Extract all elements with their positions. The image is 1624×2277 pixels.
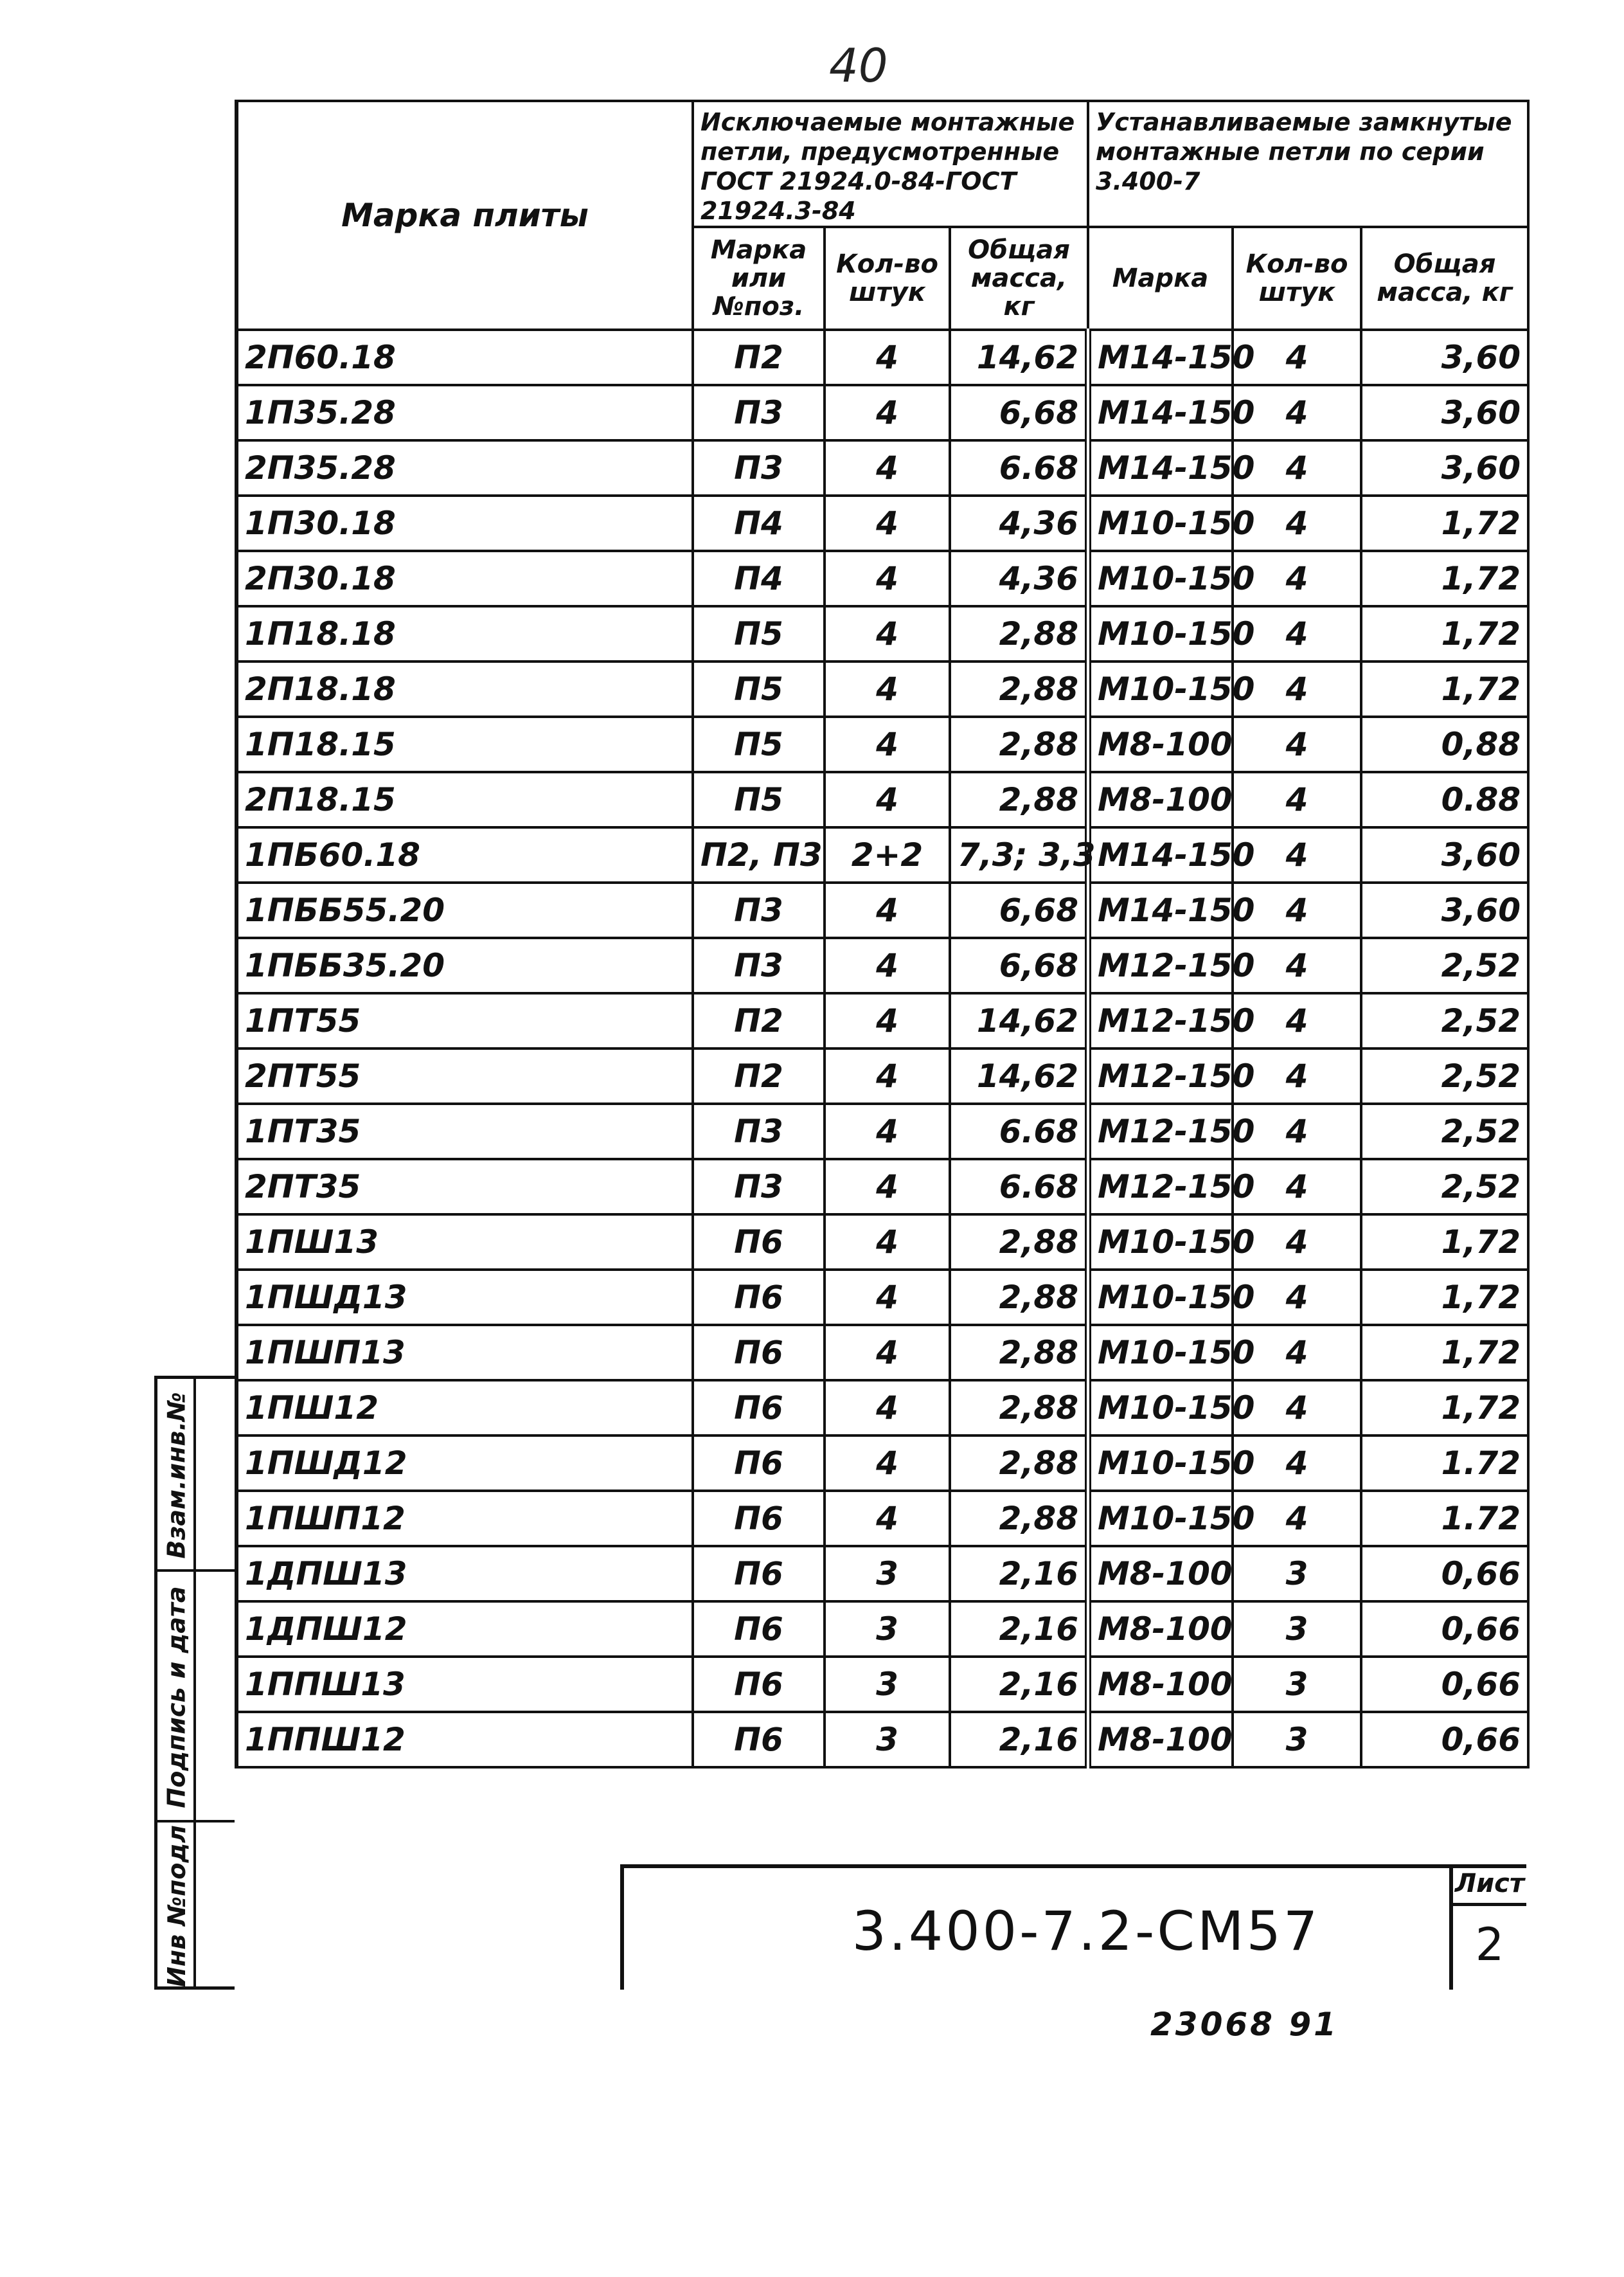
plate-mark-cell: 1П18.15: [236, 717, 693, 772]
mass-installed-cell: 2,52: [1361, 1159, 1528, 1214]
mass-excluded-cell: 2,16: [950, 1657, 1088, 1712]
qty-installed-cell: 4: [1233, 993, 1361, 1048]
qty-installed-cell: 4: [1233, 330, 1361, 385]
plate-mark-cell: 1ПШП13: [236, 1325, 693, 1380]
position-cell: П6: [693, 1491, 825, 1546]
qty-installed-cell: 4: [1233, 606, 1361, 662]
mass-installed-cell: 1.72: [1361, 1436, 1528, 1491]
table-row: [236, 1048, 1528, 1104]
mass-excluded-cell: 2,88: [950, 772, 1088, 827]
installed-mark-cell: М12-150: [1088, 993, 1233, 1048]
installed-mark-cell: М12-150: [1088, 1048, 1233, 1104]
header-mass-1: Общая масса, кг: [950, 227, 1088, 330]
position-cell: П6: [693, 1657, 825, 1712]
mass-excluded-cell: 6,68: [950, 385, 1088, 440]
qty-installed-cell: 4: [1233, 883, 1361, 938]
position-cell: П6: [693, 1712, 825, 1767]
mass-excluded-cell: 2,88: [950, 1436, 1088, 1491]
vzam-inv-label: Взам.инв.№: [163, 1392, 192, 1559]
header-mark-or-pos: Марка или №поз.: [693, 227, 825, 330]
installed-mark-cell: М14-150: [1088, 827, 1233, 883]
mass-excluded-cell: 2,16: [950, 1546, 1088, 1601]
plate-mark-cell: 2ПТ35: [236, 1159, 693, 1214]
mass-installed-cell: 1,72: [1361, 662, 1528, 717]
installed-mark-cell: М12-150: [1088, 1104, 1233, 1159]
qty-excluded-cell: 4: [825, 496, 950, 551]
page-number: 40: [829, 39, 888, 93]
plate-mark-cell: 2ПТ55: [236, 1048, 693, 1104]
mass-installed-cell: 2,52: [1361, 1048, 1528, 1104]
position-cell: П6: [693, 1270, 825, 1325]
position-cell: П4: [693, 551, 825, 606]
header-mark-2: Марка: [1088, 227, 1233, 330]
qty-installed-cell: 4: [1233, 938, 1361, 993]
table-row: [236, 1436, 1528, 1491]
installed-mark-cell: М14-150: [1088, 330, 1233, 385]
mass-installed-cell: 3,60: [1361, 827, 1528, 883]
mass-excluded-cell: 6,68: [950, 938, 1088, 993]
qty-excluded-cell: 3: [825, 1601, 950, 1657]
installed-mark-cell: М8-100: [1088, 772, 1233, 827]
table-row: [236, 385, 1528, 440]
qty-excluded-cell: 4: [825, 440, 950, 496]
plate-mark-cell: 1ПШ12: [236, 1380, 693, 1436]
header-mass-2: Общая масса, кг: [1361, 227, 1528, 330]
position-cell: П2: [693, 993, 825, 1048]
installed-mark-cell: М10-150: [1088, 1380, 1233, 1436]
plate-mark-cell: 1П18.18: [236, 606, 693, 662]
qty-excluded-cell: 4: [825, 1048, 950, 1104]
position-cell: П6: [693, 1436, 825, 1491]
mass-excluded-cell: 6.68: [950, 440, 1088, 496]
plate-mark-cell: 2П60.18: [236, 330, 693, 385]
mass-installed-cell: 0,66: [1361, 1712, 1528, 1767]
plate-mark-cell: 1ПББ35.20: [236, 938, 693, 993]
qty-excluded-cell: 4: [825, 1491, 950, 1546]
installed-mark-cell: М10-150: [1088, 606, 1233, 662]
mass-installed-cell: 3,60: [1361, 385, 1528, 440]
header-plate-mark: Марка плиты: [236, 101, 693, 330]
plate-mark-cell: 1ПШ13: [236, 1214, 693, 1270]
table-row: [236, 551, 1528, 606]
qty-installed-cell: 3: [1233, 1546, 1361, 1601]
installed-mark-cell: М10-150: [1088, 1491, 1233, 1546]
mass-excluded-cell: 14,62: [950, 993, 1088, 1048]
qty-excluded-cell: 3: [825, 1657, 950, 1712]
qty-installed-cell: 4: [1233, 1491, 1361, 1546]
table-row: [236, 1546, 1528, 1601]
qty-installed-cell: 4: [1233, 1380, 1361, 1436]
mass-excluded-cell: 2,16: [950, 1601, 1088, 1657]
mass-excluded-cell: 6,68: [950, 883, 1088, 938]
qty-installed-cell: 4: [1233, 1159, 1361, 1214]
qty-excluded-cell: 4: [825, 938, 950, 993]
qty-excluded-cell: 4: [825, 1104, 950, 1159]
mass-installed-cell: 1,72: [1361, 1270, 1528, 1325]
qty-installed-cell: 4: [1233, 551, 1361, 606]
table-row: [236, 1380, 1528, 1436]
position-cell: П2: [693, 1048, 825, 1104]
qty-installed-cell: 4: [1233, 440, 1361, 496]
mass-installed-cell: 3,60: [1361, 440, 1528, 496]
plate-mark-cell: 1ПТ55: [236, 993, 693, 1048]
left-stamp-strip: [154, 1376, 235, 1990]
table-row: [236, 440, 1528, 496]
installed-mark-cell: М14-150: [1088, 883, 1233, 938]
table-row: [236, 1657, 1528, 1712]
plate-mark-cell: 2П18.18: [236, 662, 693, 717]
header-excluded-loops: Исключаемые монтажные петли, предусмотренные ГОСТ 21924.0-84-ГОСТ 21924.3-84: [693, 101, 1088, 227]
table-row: [236, 1159, 1528, 1214]
table-row: [236, 662, 1528, 717]
mass-installed-cell: 1,72: [1361, 606, 1528, 662]
mass-excluded-cell: 4,36: [950, 496, 1088, 551]
qty-installed-cell: 4: [1233, 1325, 1361, 1380]
qty-installed-cell: 4: [1233, 827, 1361, 883]
qty-excluded-cell: 4: [825, 551, 950, 606]
specification-table: [235, 100, 1530, 1769]
mass-excluded-cell: 6.68: [950, 1104, 1088, 1159]
position-cell: П5: [693, 662, 825, 717]
qty-installed-cell: 4: [1233, 1214, 1361, 1270]
mass-excluded-cell: 2,88: [950, 717, 1088, 772]
position-cell: П3: [693, 440, 825, 496]
table-row: [236, 938, 1528, 993]
qty-excluded-cell: 4: [825, 1380, 950, 1436]
mass-excluded-cell: 2,88: [950, 662, 1088, 717]
qty-installed-cell: 3: [1233, 1712, 1361, 1767]
table-row: [236, 827, 1528, 883]
plate-mark-cell: 1ПББ55.20: [236, 883, 693, 938]
mass-excluded-cell: 2,88: [950, 606, 1088, 662]
mass-installed-cell: 0,66: [1361, 1546, 1528, 1601]
qty-excluded-cell: 4: [825, 717, 950, 772]
qty-installed-cell: 4: [1233, 1048, 1361, 1104]
plate-mark-cell: 1ПШП12: [236, 1491, 693, 1546]
mass-installed-cell: 1,72: [1361, 1214, 1528, 1270]
installed-mark-cell: М10-150: [1088, 1436, 1233, 1491]
installed-mark-cell: М14-150: [1088, 385, 1233, 440]
footer-note: 23068 91: [1150, 2006, 1339, 2043]
table-row: [236, 1712, 1528, 1767]
qty-excluded-cell: 4: [825, 662, 950, 717]
position-cell: П6: [693, 1546, 825, 1601]
plate-mark-cell: 1ППШ12: [236, 1712, 693, 1767]
position-cell: П5: [693, 772, 825, 827]
qty-installed-cell: 4: [1233, 1436, 1361, 1491]
header-qty-1: Кол-во штук: [825, 227, 950, 330]
plate-mark-cell: 1ПШД12: [236, 1436, 693, 1491]
installed-mark-cell: М10-150: [1088, 1270, 1233, 1325]
mass-installed-cell: 3,60: [1361, 330, 1528, 385]
sheet-number: 2: [1475, 1918, 1504, 1971]
installed-mark-cell: М14-150: [1088, 440, 1233, 496]
qty-excluded-cell: 3: [825, 1546, 950, 1601]
position-cell: П3: [693, 938, 825, 993]
mass-installed-cell: 2,52: [1361, 938, 1528, 993]
mass-installed-cell: 1,72: [1361, 551, 1528, 606]
position-cell: П6: [693, 1214, 825, 1270]
table-row: [236, 772, 1528, 827]
table-row: [236, 1601, 1528, 1657]
position-cell: П3: [693, 883, 825, 938]
installed-mark-cell: М8-100: [1088, 1657, 1233, 1712]
mass-excluded-cell: 2,16: [950, 1712, 1088, 1767]
qty-installed-cell: 3: [1233, 1601, 1361, 1657]
position-cell: П3: [693, 1159, 825, 1214]
mass-installed-cell: 0,88: [1361, 717, 1528, 772]
plate-mark-cell: 1ПШД13: [236, 1270, 693, 1325]
mass-excluded-cell: 14,62: [950, 1048, 1088, 1104]
mass-installed-cell: 2,52: [1361, 1104, 1528, 1159]
table-row: [236, 1491, 1528, 1546]
mass-excluded-cell: 14,62: [950, 330, 1088, 385]
installed-mark-cell: М10-150: [1088, 662, 1233, 717]
qty-excluded-cell: 4: [825, 606, 950, 662]
qty-excluded-cell: 4: [825, 1270, 950, 1325]
qty-excluded-cell: 4: [825, 1436, 950, 1491]
plate-mark-cell: 1ДПШ12: [236, 1601, 693, 1657]
position-cell: П3: [693, 1104, 825, 1159]
installed-mark-cell: М8-100: [1088, 1712, 1233, 1767]
position-cell: П4: [693, 496, 825, 551]
position-cell: П6: [693, 1325, 825, 1380]
table-row: [236, 1104, 1528, 1159]
qty-installed-cell: 4: [1233, 717, 1361, 772]
mass-excluded-cell: 6.68: [950, 1159, 1088, 1214]
table-row: [236, 330, 1528, 385]
qty-excluded-cell: 4: [825, 1159, 950, 1214]
qty-installed-cell: 4: [1233, 662, 1361, 717]
qty-excluded-cell: 2+2: [825, 827, 950, 883]
installed-mark-cell: М10-150: [1088, 496, 1233, 551]
installed-mark-cell: М10-150: [1088, 551, 1233, 606]
table-row: [236, 1325, 1528, 1380]
mass-installed-cell: 1.72: [1361, 1491, 1528, 1546]
table-row: [236, 717, 1528, 772]
mass-excluded-cell: 2,88: [950, 1491, 1088, 1546]
mass-excluded-cell: 2,88: [950, 1270, 1088, 1325]
qty-installed-cell: 4: [1233, 772, 1361, 827]
qty-installed-cell: 4: [1233, 1270, 1361, 1325]
plate-mark-cell: 1ПТ35: [236, 1104, 693, 1159]
qty-excluded-cell: 4: [825, 772, 950, 827]
qty-excluded-cell: 4: [825, 330, 950, 385]
mass-excluded-cell: 7,3; 3,3: [950, 827, 1088, 883]
qty-installed-cell: 3: [1233, 1657, 1361, 1712]
mass-excluded-cell: 4,36: [950, 551, 1088, 606]
position-cell: П5: [693, 717, 825, 772]
plate-mark-cell: 1ДПШ13: [236, 1546, 693, 1601]
plate-mark-cell: 1П35.28: [236, 385, 693, 440]
plate-mark-cell: 1ППШ13: [236, 1657, 693, 1712]
installed-mark-cell: М8-100: [1088, 1601, 1233, 1657]
qty-excluded-cell: 4: [825, 993, 950, 1048]
table-row: [236, 606, 1528, 662]
qty-excluded-cell: 3: [825, 1712, 950, 1767]
mass-excluded-cell: 2,88: [950, 1214, 1088, 1270]
qty-installed-cell: 4: [1233, 385, 1361, 440]
mass-installed-cell: 3,60: [1361, 883, 1528, 938]
position-cell: П2: [693, 330, 825, 385]
mass-excluded-cell: 2,88: [950, 1380, 1088, 1436]
document-code: 3.400-7.2-СМ57: [852, 1900, 1321, 1963]
qty-installed-cell: 4: [1233, 1104, 1361, 1159]
position-cell: П6: [693, 1601, 825, 1657]
installed-mark-cell: М12-150: [1088, 1159, 1233, 1214]
mass-excluded-cell: 2,88: [950, 1325, 1088, 1380]
installed-mark-cell: М10-150: [1088, 1325, 1233, 1380]
table-row: [236, 993, 1528, 1048]
sheet-label: Лист: [1453, 1864, 1526, 1906]
mass-installed-cell: 0,66: [1361, 1601, 1528, 1657]
qty-excluded-cell: 4: [825, 1214, 950, 1270]
plate-mark-cell: 2П18.15: [236, 772, 693, 827]
table-row: [236, 496, 1528, 551]
mass-installed-cell: 1,72: [1361, 496, 1528, 551]
sheet-box: [1449, 1864, 1526, 1990]
position-cell: П6: [693, 1380, 825, 1436]
qty-excluded-cell: 4: [825, 385, 950, 440]
mass-installed-cell: 0,66: [1361, 1657, 1528, 1712]
table-row: [236, 1270, 1528, 1325]
mass-installed-cell: 1,72: [1361, 1325, 1528, 1380]
position-cell: П2, П3: [693, 827, 825, 883]
installed-mark-cell: М8-100: [1088, 717, 1233, 772]
installed-mark-cell: М8-100: [1088, 1546, 1233, 1601]
inv-original-label: Инв №подл: [163, 1825, 191, 1987]
header-installed-loops: Устанавливаемые замкнутые монтажные петли по серии 3.400-7: [1088, 101, 1528, 227]
mass-installed-cell: 0.88: [1361, 772, 1528, 827]
position-cell: П3: [693, 385, 825, 440]
installed-mark-cell: М10-150: [1088, 1214, 1233, 1270]
table-row: [236, 883, 1528, 938]
signature-date-label: Подпись и дата: [163, 1586, 191, 1808]
table-row: [236, 1214, 1528, 1270]
installed-mark-cell: М12-150: [1088, 938, 1233, 993]
plate-mark-cell: 1П30.18: [236, 496, 693, 551]
plate-mark-cell: 1ПБ60.18: [236, 827, 693, 883]
qty-excluded-cell: 4: [825, 1325, 950, 1380]
qty-excluded-cell: 4: [825, 883, 950, 938]
mass-installed-cell: 1,72: [1361, 1380, 1528, 1436]
position-cell: П5: [693, 606, 825, 662]
header-qty-2: Кол-во штук: [1233, 227, 1361, 330]
plate-mark-cell: 2П35.28: [236, 440, 693, 496]
plate-mark-cell: 2П30.18: [236, 551, 693, 606]
qty-installed-cell: 4: [1233, 496, 1361, 551]
mass-installed-cell: 2,52: [1361, 993, 1528, 1048]
